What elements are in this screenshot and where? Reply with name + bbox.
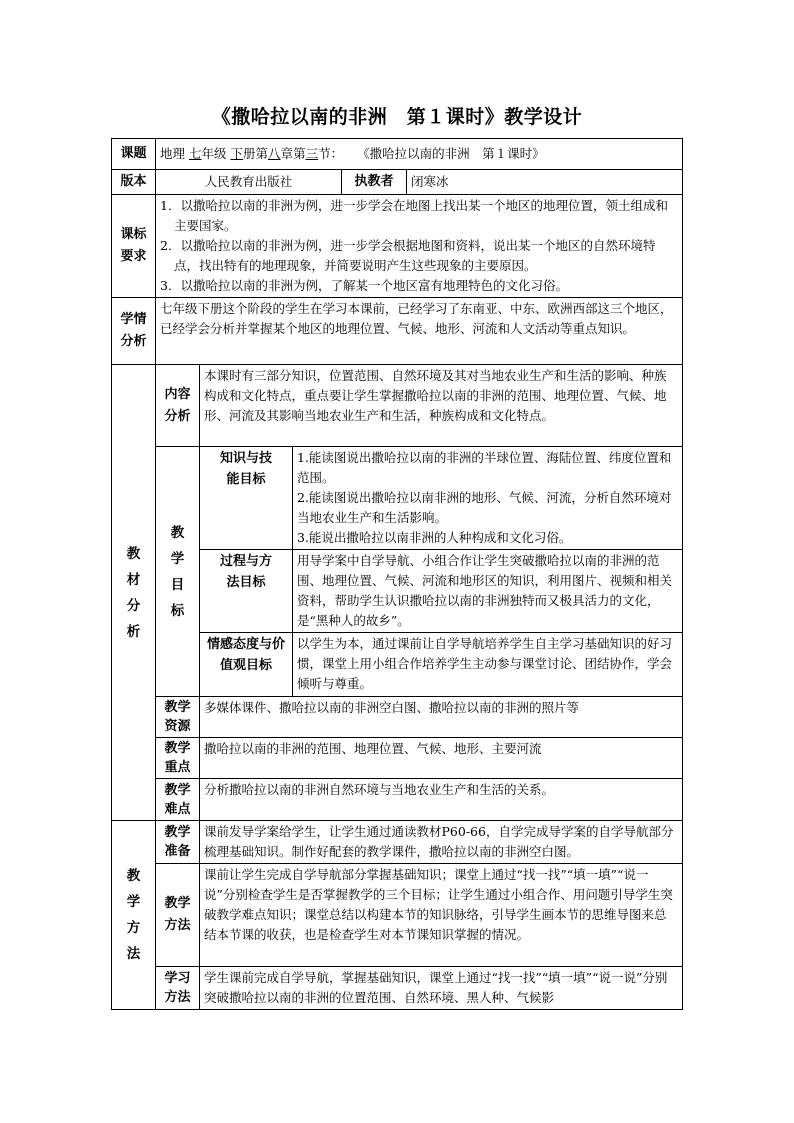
row-resources bbox=[112, 697, 683, 738]
row-difficulties bbox=[112, 779, 683, 821]
row-lesson bbox=[112, 139, 683, 170]
goal-label-text: 知识与技能目标 bbox=[219, 451, 272, 487]
goals-label bbox=[156, 447, 200, 697]
resources-label-text: 教学资源 bbox=[164, 700, 191, 734]
resources-text: 多媒体课件、撒哈拉以南的非洲空白图、撒哈拉以南的非洲的照片等 bbox=[200, 697, 683, 738]
teacher-label: 执教者 bbox=[342, 170, 407, 195]
difficulties-label-text: 教学难点 bbox=[164, 782, 191, 817]
methods-label bbox=[112, 821, 156, 1010]
row-prep bbox=[112, 821, 683, 864]
material-label-text: 教材分析 bbox=[126, 545, 141, 640]
content-text: 本课时有三部分知识，位置范围、自然环境及其对当地农业生产和生活的影响、种族构成和文化特点，重点要让学生掌握撒哈拉以南的非洲的范围、地理位置、气候、地形、河流及其影响当地农业生产和生活，种族构成和文化特点。 bbox=[200, 365, 683, 447]
methods-label-text: 教学方法 bbox=[126, 868, 141, 962]
goal-item: 1.能读图说出撒哈拉以南的非洲的半球位置、海陆位置、纬度位置和范围。 bbox=[297, 450, 672, 485]
section-suffix: 节： bbox=[318, 146, 344, 161]
teach-label bbox=[156, 864, 200, 967]
learn-label-text: 学习方法 bbox=[164, 971, 191, 1005]
difficulties-label bbox=[156, 779, 200, 821]
teach-text: 课前让学生完成自学导航部分掌握基础知识；课堂上通过“找一找”“填一填”“说一说”分别检查学生是否掌握教学的三个目标；让学生通过小组合作、用问题引导学生突破教学难点知识；课堂总结以构建本节的知识脉络，引导学生画本节的思维导图来总结本节课的收获，也是检查学生对本节课知识掌握的情况。 bbox=[200, 864, 683, 967]
curriculum-item: 2．以撒哈拉以南的非洲为例，进一步学会根据地图和资料，说出某一个地区的自然环境特点，找出特有的地理现象，并简要说明产生这些现象的主要原因。 bbox=[160, 238, 656, 273]
chapter: 八 bbox=[268, 146, 281, 161]
learn-text: 学生课前完成自学导航，掌握基础知识，课堂上通过“找一找”“填一填”“说一说”分别突破撒哈拉以南的非洲的位置范围、自然环境、黑人种、气候影 bbox=[200, 967, 683, 1010]
goal-item: 2.能读图说出撒哈拉以南非洲的地形、气候、河流，分析自然环境对当地农业生产和生活影响。 bbox=[297, 490, 672, 525]
row-content bbox=[112, 365, 683, 447]
keypoints-label-text: 教学重点 bbox=[164, 741, 191, 775]
goal-label-text: 过程与方法目标 bbox=[219, 554, 272, 590]
difficulties-text: 分析撒哈拉以南的非洲自然环境与当地农业生产和生活的关系。 bbox=[200, 779, 683, 821]
learn-label bbox=[156, 967, 200, 1010]
resources-label bbox=[156, 697, 200, 738]
content-label bbox=[156, 365, 200, 447]
material-label bbox=[112, 365, 156, 821]
students-text: 七年级下册这个阶段的学生在学习本课前，已经学习了东南亚、中东、欧洲西部这三个地区，已经学会分析并掌握某个地区的地理位置、气候、地形、河流和人文活动等重点知识。 bbox=[156, 298, 683, 365]
book-suffix: 册第 bbox=[243, 146, 269, 161]
row-students bbox=[112, 298, 683, 365]
teacher-name: 闭寒冰 bbox=[407, 170, 683, 195]
keypoints-label bbox=[156, 738, 200, 779]
edition-value: 人民教育出版社 bbox=[156, 170, 342, 195]
section: 三 bbox=[305, 146, 319, 161]
goal-label-knowledge bbox=[200, 447, 293, 550]
lesson-plan-table bbox=[111, 138, 683, 1010]
row-keypoints bbox=[112, 738, 683, 779]
lesson-name: 《撒哈拉以南的非洲 第１课时》 bbox=[357, 146, 545, 161]
subject: 地理 bbox=[160, 146, 186, 161]
document-title: 《撒哈拉以南的非洲 第１课时》教学设计 bbox=[211, 106, 583, 128]
prep-label bbox=[156, 821, 200, 864]
grade: 七 bbox=[189, 146, 202, 161]
curriculum-label bbox=[112, 195, 156, 298]
goal-label-text: 情感态度与价值观目标 bbox=[207, 637, 286, 673]
row-teach bbox=[112, 864, 683, 967]
content-label-text: 内容分析 bbox=[164, 386, 191, 424]
curriculum-item: 1．以撒哈拉以南的非洲为例，进一步学会在地图上找出某一个地区的地理位置，领土组成和主要国家。 bbox=[160, 198, 668, 233]
students-label-text: 学情分析 bbox=[120, 312, 147, 349]
goal-knowledge-items bbox=[293, 447, 683, 550]
chapter-suffix: 章第 bbox=[280, 146, 306, 161]
keypoints-text: 撒哈拉以南的非洲的范围、地理位置、气候、地形、主要河流 bbox=[200, 738, 683, 779]
goal-process-text: 用导学案中自学导航、小组合作让学生突破撒哈拉以南的非洲的范围、地理位置、气候、河流和地形区的知识，利用图片、视频和相关资料，帮助学生认识撒哈拉以南的非洲独特而又极具活力的文化，是“黑种人的故乡”。 bbox=[293, 550, 683, 633]
goal-attitude-text: 以学生为本，通过课前让自学导航培养学生自主学习基础知识的好习惯，课堂上用小组合作培养学生主动参与课堂讨论、团结协作，学会倾听与尊重。 bbox=[293, 633, 683, 697]
lesson-info bbox=[156, 139, 683, 170]
book: 下 bbox=[230, 146, 244, 161]
goal-label-process bbox=[200, 550, 293, 633]
row-edition bbox=[112, 170, 683, 195]
curriculum-item: 3．以撒哈拉以南的非洲为例，了解某一个地区富有地理特色的文化习俗。 bbox=[160, 278, 568, 293]
row-goal-knowledge bbox=[112, 447, 683, 550]
prep-label-text: 教学准备 bbox=[164, 825, 191, 859]
row-learn bbox=[112, 967, 683, 1010]
lesson-label: 课题 bbox=[112, 139, 156, 170]
prep-text: 课前发导学案给学生，让学生通过通读教材P60-66，自学完成导学案的自学导航部分梳理基础知识。制作好配套的教学课件，撒哈拉以南的非洲空白图。 bbox=[200, 821, 683, 864]
goals-label-text: 教学目标 bbox=[170, 524, 185, 619]
students-label bbox=[112, 298, 156, 365]
edition-label: 版本 bbox=[112, 170, 156, 195]
curriculum-items bbox=[156, 195, 683, 298]
row-curriculum bbox=[112, 195, 683, 298]
grade-suffix: 年级 bbox=[201, 146, 227, 161]
curriculum-label-text: 课标要求 bbox=[120, 227, 147, 264]
goal-item: 3.能说出撒哈拉以南非洲的人种构成和文化习俗。 bbox=[297, 530, 572, 545]
teach-label-text: 教学方法 bbox=[164, 896, 191, 933]
goal-label-attitude bbox=[200, 633, 293, 697]
